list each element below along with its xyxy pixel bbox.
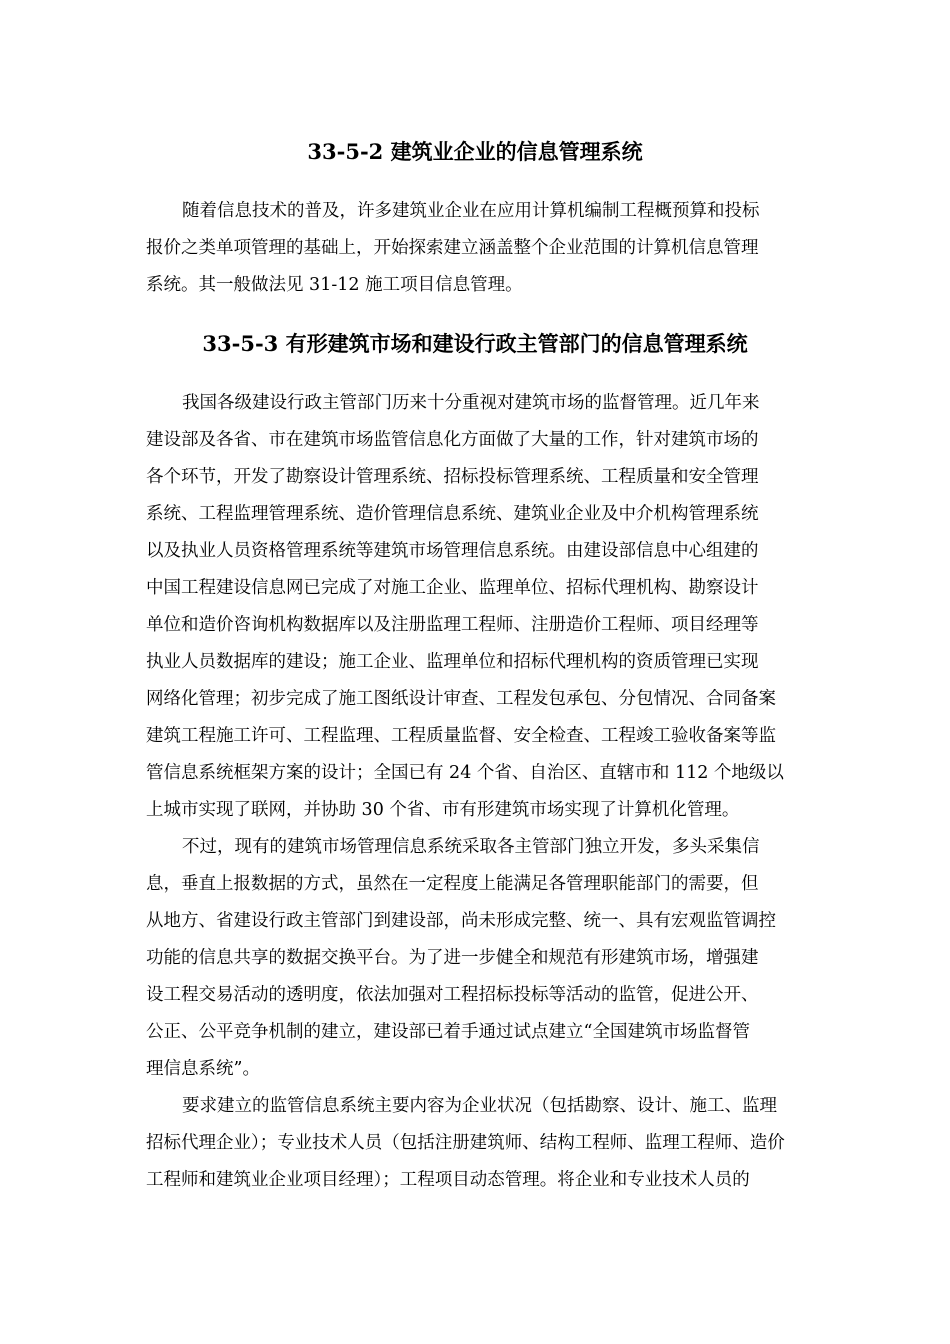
text-line: 功能的信息共享的数据交换平台。为了进一步健全和规范有形建筑市场，增强建 [146,948,759,968]
text-line: 网络化管理；初步完成了施工图纸设计审查、工程发包承包、分包情况、合同备案 [146,689,776,709]
text-line: 随着信息技术的普及，许多建筑业企业在应用计算机编制工程概预算和投标 [182,201,760,221]
text-line: 建筑工程施工许可、工程监理、工程质量监督、安全检查、工程竣工验收备案等监 [146,726,776,746]
section-title-33-5-3: 33-5-3 有形建筑市场和建设行政主管部门的信息管理系统 [202,331,748,356]
text-line: 设工程交易活动的透明度，依法加强对工程招标投标等活动的监管，促进公开、 [146,985,759,1005]
text-line: 息，垂直上报数据的方式，虽然在一定程度上能满足各管理职能部门的需要，但 [146,874,759,894]
text-line: 招标代理企业）；专业技术人员（包括注册建筑师、结构工程师、监理工程师、造价 [146,1133,785,1153]
text-line: 系统。其一般做法见 31-12 施工项目信息管理。 [146,275,523,295]
paragraph-33-5-3-requirements [146,1088,810,1199]
text-line: 报价之类单项管理的基础上，开始探索建立涵盖整个企业范围的计算机信息管理 [146,238,759,258]
text-line: 中国工程建设信息网已完成了对施工企业、监理单位、招标代理机构、勘察设计 [146,578,759,598]
paragraph-33-5-3-overview [146,385,810,829]
text-line: 从地方、省建设行政主管部门到建设部，尚未形成完整、统一、具有宏观监管调控 [146,911,776,931]
text-line: 工程师和建筑业企业项目经理）；工程项目动态管理。将企业和专业技术人员的 [146,1170,750,1190]
text-line: 要求建立的监管信息系统主要内容为企业状况（包括勘察、设计、施工、监理 [182,1096,777,1116]
text-line: 上城市实现了联网，并协助 30 个省、市有形建筑市场实现了计算机化管理。 [146,800,740,820]
section-title-33-5-2: 33-5-2 建筑业企业的信息管理系统 [307,139,643,164]
text-line: 公正、公平竞争机制的建立，建设部已着手通过试点建立“全国建筑市场监督管 [146,1022,750,1042]
paragraph-33-5-3-problems [146,829,810,1088]
paragraph-33-5-2-intro [146,193,810,304]
text-line: 建设部及各省、市在建筑市场监管信息化方面做了大量的工作，针对建筑市场的 [146,430,759,450]
text-line: 理信息系统”。 [146,1059,260,1079]
text-line: 不过，现有的建筑市场管理信息系统采取各主管部门独立开发，多头采集信 [182,837,760,857]
text-line: 单位和造价咨询机构数据库以及注册监理工程师、注册造价工程师、项目经理等 [146,615,759,635]
text-line: 我国各级建设行政主管部门历来十分重视对建筑市场的监督管理。近几年来 [182,393,760,413]
text-line: 管信息系统框架方案的设计；全国已有 24 个省、自治区、直辖市和 112 个地级以 [146,763,784,783]
text-line: 各个环节，开发了勘察设计管理系统、招标投标管理系统、工程质量和安全管理 [146,467,759,487]
text-line: 系统、工程监理管理系统、造价管理信息系统、建筑业企业及中介机构管理系统 [146,504,759,524]
text-line: 执业人员数据库的建设；施工企业、监理单位和招标代理机构的资质管理已实现 [146,652,759,672]
text-line: 以及执业人员资格管理系统等建筑市场管理信息系统。由建设部信息中心组建的 [146,541,759,561]
